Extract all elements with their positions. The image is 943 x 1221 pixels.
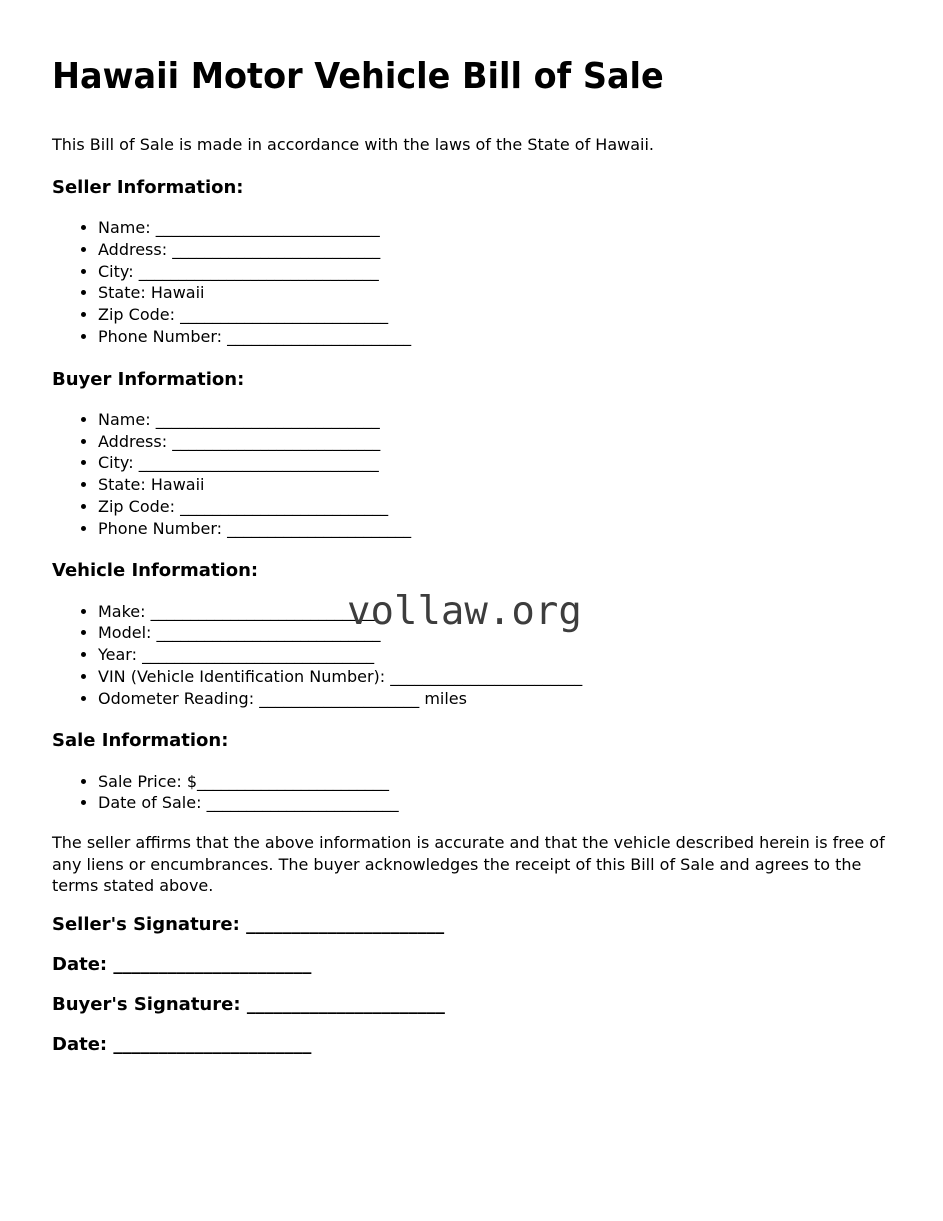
affirmation-text: The seller affirms that the above information is accurate and that the vehicle described herein is free of any liens or encumbrances. The buyer acknowledges the receipt of this Bill of Sale and agrees to the terms stated above. [52,833,885,896]
list-item-seller-phone [98,326,903,348]
signature-label: Date: [52,1033,108,1055]
list-item-seller-zip [98,304,903,326]
item-label: Zip Code: [98,305,175,325]
section-heading-buyer: Buyer Information: [52,368,245,390]
item-blank: __________________________ [180,305,389,325]
signature-blank: ______________________ [246,914,445,935]
item-label: Make: [98,601,146,621]
list-item-buyer-address [98,431,903,453]
item-label: Zip Code: [98,496,175,516]
seller-field-list [52,217,903,348]
page-title: Hawaii Motor Vehicle Bill of Sale [52,56,664,97]
item-suffix: miles [424,688,467,708]
item-blank: ____________________________ [155,218,380,238]
list-item-seller-city [98,261,903,283]
item-label: Phone Number: [98,518,223,538]
signature-label: Seller's Signature: [52,914,240,935]
list-item-sale-price [98,771,903,793]
item-blank: ______________________________ [138,261,379,281]
item-blank: _____________________________ [142,645,375,665]
buyer-field-list [52,409,903,540]
item-blank: _______________________ [227,326,412,346]
item-label: City: [98,453,134,473]
list-item-vehicle-model [98,622,903,644]
list-item-vehicle-odometer [98,688,903,710]
item-label: Address: [98,239,168,259]
list-item-buyer-phone [98,518,903,540]
item-blank: ____________________________ [155,409,380,429]
item-label: Date of Sale: [98,793,202,813]
item-value: Hawaii [150,475,205,495]
list-item-seller-address [98,239,903,261]
watermark-text: vollaw.org [347,589,582,634]
item-label: State: [98,283,146,303]
list-item-buyer-city [98,452,903,474]
item-label: Sale Price: $ [98,771,198,791]
item-label: Model: [98,623,152,643]
buyer-signature-line [52,993,903,1017]
list-item-vehicle-year [98,644,903,666]
item-blank: ________________________ [197,771,390,791]
item-blank: __________________________ [172,239,381,259]
item-blank: ____________________________ [150,601,375,621]
signature-label: Buyer's Signature: [52,993,241,1015]
item-label: Name: [98,409,151,429]
section-heading-seller: Seller Information: [52,176,244,198]
item-value: Hawaii [150,283,205,303]
item-blank: ____________________________ [156,623,381,643]
item-blank: _______________________ [227,518,412,538]
vehicle-field-list [52,601,903,710]
buyer-date-line [52,1033,903,1057]
signature-blank: ______________________ [246,993,445,1015]
signature-blank: ______________________ [113,953,312,975]
item-label: Year: [98,645,137,665]
item-label: Address: [98,431,168,451]
list-item-seller-state [98,282,903,304]
section-heading-vehicle: Vehicle Information: [52,560,259,582]
item-blank: ________________________ [206,793,399,813]
item-blank: ____________________ [259,688,420,708]
item-label: State: [98,475,146,495]
list-item-buyer-zip [98,496,903,518]
item-label: VIN (Vehicle Identification Number): [98,666,386,686]
list-item-seller-name [98,217,903,239]
seller-signature-line [52,913,903,937]
item-label: Odometer Reading: [98,688,255,708]
intro-text: This Bill of Sale is made in accordance with the laws of the State of Hawaii. [52,135,654,155]
item-blank: __________________________ [180,496,389,516]
signature-blank: ______________________ [113,1033,312,1055]
list-item-buyer-name [98,409,903,431]
list-item-vehicle-make [98,601,903,623]
item-blank: ______________________________ [138,453,379,473]
item-label: City: [98,261,134,281]
list-item-vehicle-vin [98,666,903,688]
item-label: Name: [98,218,151,238]
signature-label: Date: [52,953,108,975]
sale-field-list [52,771,903,815]
item-blank: __________________________ [172,431,381,451]
section-heading-sale: Sale Information: [52,730,229,752]
seller-date-line [52,953,903,977]
item-label: Phone Number: [98,326,223,346]
item-blank: ________________________ [390,666,583,686]
list-item-buyer-state [98,474,903,496]
list-item-sale-date [98,792,903,814]
